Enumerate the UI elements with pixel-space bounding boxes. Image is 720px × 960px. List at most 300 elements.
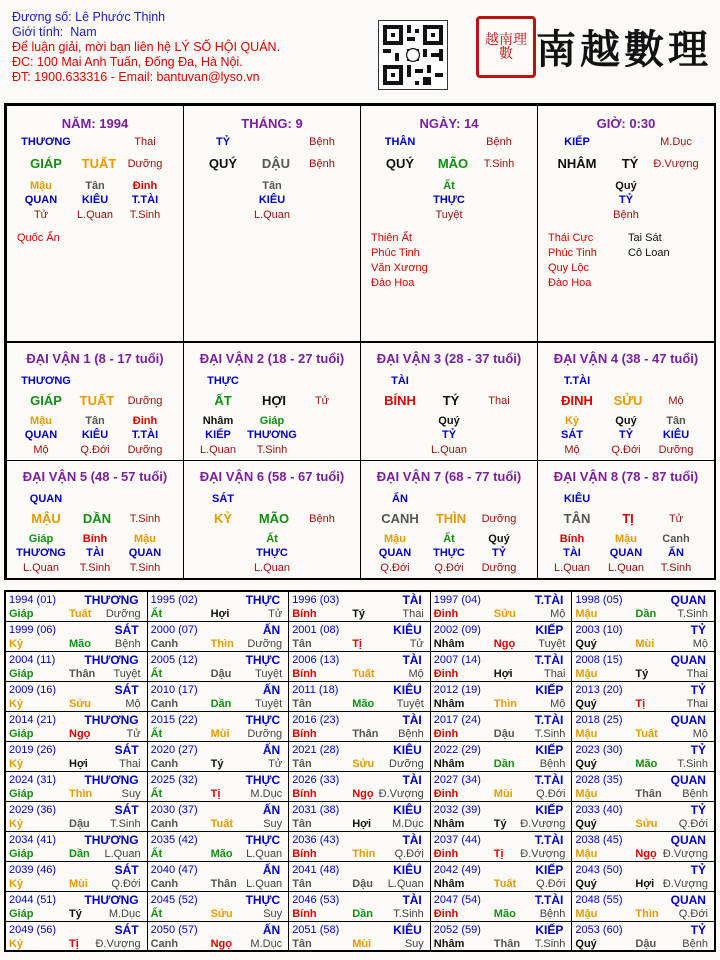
pillar-cell bbox=[183, 105, 361, 342]
year-branch: Thân bbox=[635, 788, 662, 800]
hidden-god-2: KIÊU bbox=[81, 429, 109, 441]
dai-van-cell bbox=[360, 460, 538, 579]
hidden-stem-3: Đinh bbox=[132, 180, 158, 192]
year-cell bbox=[431, 682, 573, 712]
year-ten-god: KIÊU bbox=[393, 803, 422, 817]
year-ten-god: THƯƠNG bbox=[84, 593, 139, 607]
year-cell bbox=[289, 622, 431, 652]
qr-code bbox=[378, 20, 448, 90]
year-stem: Canh bbox=[150, 638, 179, 650]
stage-label: M.Dục bbox=[660, 136, 692, 148]
year-label: 2005 (12) bbox=[150, 654, 198, 666]
year-stage: Tuyệt bbox=[538, 638, 566, 650]
year-stem: Canh bbox=[150, 818, 179, 830]
year-cell bbox=[572, 712, 714, 742]
year-branch: Tý bbox=[69, 908, 82, 920]
year-label: 2023 (30) bbox=[575, 744, 623, 756]
year-cell bbox=[572, 592, 714, 622]
year-stage: Suy bbox=[263, 908, 283, 920]
year-stem: Tân bbox=[292, 758, 312, 770]
year-cell bbox=[148, 622, 290, 652]
year-cell bbox=[431, 652, 573, 682]
year-stage: Đ.Vượng bbox=[95, 938, 141, 950]
year-ten-god: KIÊU bbox=[393, 623, 422, 637]
year-ten-god: SÁT bbox=[114, 743, 139, 757]
year-label: 2002 (09) bbox=[433, 624, 481, 636]
year-label: 2009 (16) bbox=[9, 684, 57, 696]
year-stage: T.Sinh bbox=[393, 908, 424, 920]
year-stage: Thai bbox=[119, 758, 141, 770]
year-stage: Q.Đới bbox=[536, 788, 566, 800]
hidden-stem-1: Kỷ bbox=[564, 415, 580, 427]
year-label: 2013 (20) bbox=[575, 684, 623, 696]
year-cell bbox=[6, 772, 148, 802]
hidden-stem-2: Tân bbox=[85, 415, 105, 427]
year-branch: Tị bbox=[210, 788, 221, 800]
year-cell bbox=[572, 772, 714, 802]
year-ten-god: T.TÀI bbox=[534, 833, 564, 847]
hidden-stage-3: T.Sinh bbox=[129, 562, 161, 574]
hidden-stem-2: Tân bbox=[262, 180, 282, 192]
year-stage: Bệnh bbox=[539, 908, 566, 920]
year-stem: Giáp bbox=[9, 788, 34, 800]
year-ten-god: TỶ bbox=[690, 923, 706, 937]
year-stage: Dưỡng bbox=[389, 758, 424, 770]
year-label: 2039 (46) bbox=[9, 864, 57, 876]
year-ten-god: TỶ bbox=[690, 683, 706, 697]
year-label: 2008 (15) bbox=[575, 654, 623, 666]
year-stage: T.Sinh bbox=[110, 818, 141, 830]
year-label: 1996 (03) bbox=[292, 594, 340, 606]
heavenly-stem: TÂN bbox=[563, 511, 591, 526]
year-cell bbox=[289, 922, 431, 952]
year-label: 2003 (10) bbox=[575, 624, 623, 636]
year-label: 1994 (01) bbox=[9, 594, 57, 606]
earthly-branch: TUẤT bbox=[81, 156, 117, 171]
year-cell bbox=[6, 862, 148, 892]
year-stem: Kỷ bbox=[9, 878, 24, 890]
year-label: 1999 (06) bbox=[9, 624, 57, 636]
phone-email-line: ĐT: 1900.633316 - Email: bantuvan@lyso.vn bbox=[12, 70, 260, 84]
year-ten-god: QUAN bbox=[670, 593, 706, 607]
header-info bbox=[12, 10, 280, 85]
year-stem: Ất bbox=[150, 908, 163, 920]
year-ten-god: THƯƠNG bbox=[84, 713, 139, 727]
heavenly-stem: CANH bbox=[381, 511, 419, 526]
year-ten-god: THƯƠNG bbox=[84, 833, 139, 847]
year-cell bbox=[431, 922, 573, 952]
year-branch: Dần bbox=[69, 848, 90, 860]
star-label: Đào Hoa bbox=[371, 277, 415, 289]
hidden-god-3: T.TÀI bbox=[131, 429, 159, 441]
year-stem: Mậu bbox=[575, 728, 598, 740]
year-cell bbox=[289, 712, 431, 742]
hidden-stage-3: Dưỡng bbox=[127, 444, 163, 456]
year-stage: L.Quan bbox=[246, 848, 283, 860]
year-cell bbox=[431, 832, 573, 862]
year-cell bbox=[431, 802, 573, 832]
year-branch: Tị bbox=[635, 698, 646, 710]
hidden-stem-1: Mậu bbox=[384, 533, 406, 545]
dai-van-cell bbox=[537, 342, 715, 461]
ten-god-label: TÀI bbox=[391, 375, 409, 387]
hidden-stage-3: T.Sinh bbox=[129, 209, 161, 221]
year-stem: Mậu bbox=[575, 848, 598, 860]
year-stem: Ất bbox=[150, 728, 163, 740]
year-cell bbox=[289, 592, 431, 622]
year-label: 2018 (25) bbox=[575, 714, 623, 726]
dai-van-cell bbox=[360, 342, 538, 461]
hidden-stage-1: L.Quan bbox=[553, 562, 591, 574]
year-stage: L.Quan bbox=[246, 878, 283, 890]
year-stem: Đinh bbox=[433, 908, 459, 920]
year-cell bbox=[572, 862, 714, 892]
year-stem: Kỷ bbox=[9, 698, 24, 710]
earthly-branch: THÌN bbox=[435, 511, 467, 526]
contact-line: Để luận giải, mời bạn liên hệ LÝ SỐ HỘI QUÁN. bbox=[12, 40, 281, 54]
year-stem: Canh bbox=[150, 758, 179, 770]
year-stage: Dưỡng bbox=[105, 608, 141, 620]
year-label: 2049 (56) bbox=[9, 924, 57, 936]
hidden-god-1: SÁT bbox=[561, 429, 583, 441]
star-label: Quy Lộc bbox=[548, 262, 589, 274]
hidden-stem-2: Giáp bbox=[259, 415, 285, 427]
year-label: 2035 (42) bbox=[150, 834, 198, 846]
year-stem: Ất bbox=[150, 788, 163, 800]
year-branch: Dậu bbox=[352, 878, 373, 890]
star-label: Thái Cực bbox=[548, 232, 594, 244]
year-branch: Thìn bbox=[210, 638, 234, 650]
dai-van-title: ĐẠI VẬN 4 (38 - 47 tuổi) bbox=[553, 351, 699, 366]
year-branch: Mão bbox=[493, 908, 516, 920]
year-stage: Đ.Vượng bbox=[520, 818, 566, 830]
year-ten-god: ẤN bbox=[262, 743, 281, 757]
year-stage: Q.Đới bbox=[678, 818, 708, 830]
hidden-god-2: THƯƠNG bbox=[247, 429, 297, 441]
year-cell bbox=[6, 922, 148, 952]
year-cell bbox=[289, 802, 431, 832]
year-stem: Kỷ bbox=[9, 938, 24, 950]
hidden-god-3: TỶ bbox=[491, 547, 507, 559]
year-label: 1998 (05) bbox=[575, 594, 623, 606]
hidden-stage-1: Mộ bbox=[33, 444, 49, 456]
year-ten-god: THỰC bbox=[245, 833, 281, 847]
year-stage: Tử bbox=[268, 758, 283, 770]
year-ten-god: QUAN bbox=[670, 773, 706, 787]
year-label: 2030 (37) bbox=[150, 804, 198, 816]
year-cell bbox=[431, 862, 573, 892]
year-branch: Thân bbox=[493, 938, 521, 950]
year-label: 2010 (17) bbox=[150, 684, 198, 696]
year-ten-god: T.TÀI bbox=[534, 713, 564, 727]
hidden-stem-3: Tân bbox=[666, 415, 686, 427]
year-ten-god: ẤN bbox=[262, 683, 281, 697]
pillar-title: GIỜ: 0:30 bbox=[596, 116, 656, 131]
year-cell bbox=[431, 592, 573, 622]
hidden-stage-3: T.Sinh bbox=[660, 562, 692, 574]
hidden-stem-2: Quý bbox=[615, 180, 637, 192]
hidden-stem-3: Canh bbox=[662, 533, 690, 545]
year-stage: T.Sinh bbox=[677, 608, 708, 620]
year-branch: Hợi bbox=[69, 758, 88, 770]
year-stem: Bính bbox=[292, 788, 317, 800]
year-branch: Hợi bbox=[635, 878, 655, 890]
branch-stage: Bệnh bbox=[309, 158, 335, 170]
year-cell bbox=[148, 892, 290, 922]
year-branch: Tị bbox=[493, 848, 504, 860]
year-stage: Đ.Vượng bbox=[662, 878, 708, 890]
year-ten-god: T.TÀI bbox=[534, 893, 564, 907]
year-label: 2017 (24) bbox=[433, 714, 481, 726]
year-label: 2031 (38) bbox=[292, 804, 340, 816]
year-stage: Tử bbox=[126, 728, 141, 740]
stage-label: Thai bbox=[134, 136, 156, 148]
hidden-god-1: KIẾP bbox=[205, 429, 231, 441]
year-label: 2036 (43) bbox=[292, 834, 340, 846]
year-branch: Mão bbox=[69, 638, 91, 650]
year-label: 2044 (51) bbox=[9, 894, 57, 906]
year-stage: Q.Đới bbox=[536, 878, 566, 890]
address-line: ĐC: 100 Mai Anh Tuấn, Đống Đa, Hà Nội. bbox=[12, 55, 243, 69]
branch-stage: T.Sinh bbox=[129, 513, 161, 525]
year-stem: Nhâm bbox=[433, 938, 465, 950]
year-stem: Nhâm bbox=[433, 758, 465, 770]
year-stage: M.Dục bbox=[392, 818, 424, 830]
earthly-branch: SỬU bbox=[613, 393, 643, 408]
year-label: 2042 (49) bbox=[433, 864, 481, 876]
year-cell bbox=[6, 592, 148, 622]
year-stem: Kỷ bbox=[9, 818, 24, 830]
year-stem: Tân bbox=[292, 638, 312, 650]
year-branch: Mão bbox=[352, 698, 375, 710]
year-cell bbox=[572, 742, 714, 772]
ten-god-label: THƯƠNG bbox=[21, 375, 71, 387]
year-stage: Mộ bbox=[550, 608, 566, 620]
year-label: 2034 (41) bbox=[9, 834, 57, 846]
year-cell bbox=[289, 742, 431, 772]
annual-luck-table bbox=[4, 590, 716, 952]
hidden-stage-2: L.Quan bbox=[607, 562, 645, 574]
hidden-god-3: T.TÀI bbox=[131, 194, 159, 206]
year-stage: Thai bbox=[686, 698, 708, 710]
hidden-stage-2: L.Quan bbox=[76, 209, 114, 221]
year-label: 2037 (44) bbox=[433, 834, 481, 846]
year-label: 2032 (39) bbox=[433, 804, 481, 816]
year-ten-god: TỶ bbox=[690, 803, 706, 817]
year-stem: Ất bbox=[150, 848, 163, 860]
hidden-stage-1: L.Quan bbox=[199, 444, 237, 456]
year-stage: Tuyệt bbox=[255, 668, 283, 680]
year-branch: Dần bbox=[493, 758, 515, 770]
year-ten-god: KIÊU bbox=[393, 683, 422, 697]
year-ten-god: SÁT bbox=[114, 803, 139, 817]
year-ten-god: SÁT bbox=[114, 623, 139, 637]
year-ten-god: QUAN bbox=[670, 893, 706, 907]
year-branch: Tý bbox=[352, 608, 366, 620]
hidden-stem-1: Mậu bbox=[30, 180, 52, 192]
year-branch: Hợi bbox=[352, 818, 372, 830]
year-ten-god: TÀI bbox=[402, 653, 422, 667]
hidden-stem-2: Ất bbox=[443, 180, 455, 192]
dai-van-cell bbox=[183, 460, 361, 579]
branch-stage: T.Sinh bbox=[483, 158, 515, 170]
year-stem: Mậu bbox=[575, 608, 598, 620]
star-label: Tai Sát bbox=[628, 232, 662, 244]
hidden-god-1: TÀI bbox=[563, 547, 581, 559]
year-stem: Ất bbox=[150, 608, 163, 620]
branch-stage: Đ.Vượng bbox=[653, 158, 699, 170]
year-cell bbox=[6, 742, 148, 772]
year-branch: Mùi bbox=[210, 728, 230, 740]
year-stage: Bệnh bbox=[682, 938, 708, 950]
year-branch: Dậu bbox=[210, 668, 232, 680]
star-label: Phúc Tinh bbox=[548, 247, 597, 259]
ten-god-label: THÂN bbox=[384, 136, 416, 148]
year-branch: Thìn bbox=[635, 908, 659, 920]
year-stem: Đinh bbox=[433, 848, 459, 860]
year-stem: Đinh bbox=[433, 728, 459, 740]
year-branch: Tuất bbox=[352, 668, 375, 680]
year-stem: Quý bbox=[575, 698, 597, 710]
hidden-stage-2: Tuyệt bbox=[435, 209, 463, 221]
hidden-stem-1: Giáp bbox=[28, 533, 54, 545]
year-ten-god: ẤN bbox=[262, 623, 281, 637]
year-ten-god: QUAN bbox=[670, 713, 706, 727]
year-stem: Giáp bbox=[9, 728, 34, 740]
year-branch: Dậu bbox=[635, 938, 657, 950]
earthly-branch: HỢI bbox=[261, 393, 287, 408]
year-branch: Hợi bbox=[210, 608, 230, 620]
year-stage: Tuyệt bbox=[396, 698, 424, 710]
year-ten-god: THƯƠNG bbox=[84, 653, 139, 667]
year-stem: Giáp bbox=[9, 848, 34, 860]
hidden-stem-2: Tân bbox=[85, 180, 105, 192]
year-label: 2047 (54) bbox=[433, 894, 481, 906]
year-branch: Tuất bbox=[493, 878, 517, 890]
year-branch: Thìn bbox=[493, 698, 518, 710]
year-label: 2020 (27) bbox=[150, 744, 198, 756]
year-ten-god: KIẾP bbox=[535, 863, 564, 877]
hidden-god-2: TỶ bbox=[441, 429, 457, 441]
year-stem: Tân bbox=[292, 818, 312, 830]
hidden-stem-2: Ất bbox=[266, 533, 278, 545]
year-stem: Tân bbox=[292, 698, 312, 710]
year-label: 2007 (14) bbox=[433, 654, 481, 666]
year-ten-god: SÁT bbox=[114, 923, 139, 937]
pillar-cell bbox=[537, 105, 715, 342]
year-cell bbox=[431, 712, 573, 742]
year-label: 2011 (18) bbox=[292, 684, 339, 696]
year-cell bbox=[431, 772, 573, 802]
year-branch: Mùi bbox=[352, 938, 372, 950]
year-stem: Bính bbox=[292, 608, 317, 620]
star-label: Cô Loan bbox=[628, 247, 670, 259]
year-stem: Quý bbox=[575, 638, 597, 650]
year-cell bbox=[572, 622, 714, 652]
hidden-stage-2: Q.Đới bbox=[611, 444, 641, 456]
year-cell bbox=[572, 832, 714, 862]
owner-label: Đương số: bbox=[12, 10, 72, 24]
year-branch: Dần bbox=[210, 698, 232, 710]
year-cell bbox=[148, 862, 290, 892]
year-cell bbox=[148, 772, 290, 802]
year-ten-god: T.TÀI bbox=[534, 653, 564, 667]
dai-van-cell bbox=[6, 460, 184, 579]
star-label: Văn Xương bbox=[371, 262, 428, 274]
hidden-stage-1: Tử bbox=[33, 209, 49, 221]
year-label: 2014 (21) bbox=[9, 714, 57, 726]
year-stage: Đ.Vượng bbox=[662, 848, 708, 860]
year-stem: Ất bbox=[150, 668, 163, 680]
year-cell bbox=[6, 832, 148, 862]
year-ten-god: KIẾP bbox=[535, 803, 564, 817]
year-stage: L.Quan bbox=[387, 878, 424, 890]
stage-label: Bệnh bbox=[486, 136, 512, 148]
year-stem: Nhâm bbox=[433, 698, 465, 710]
year-stage: Mộ bbox=[408, 668, 424, 680]
hidden-stage-1: Q.Đới bbox=[380, 562, 410, 574]
pillar-title: NGÀY: 14 bbox=[419, 116, 479, 131]
year-branch: Tuất bbox=[210, 818, 233, 830]
year-label: 2025 (32) bbox=[150, 774, 198, 786]
year-stem: Giáp bbox=[9, 608, 34, 620]
dai-van-title: ĐẠI VẬN 1 (8 - 17 tuổi) bbox=[26, 351, 164, 366]
ten-god-label: TỶ bbox=[215, 136, 231, 148]
year-stage: Mộ bbox=[692, 728, 708, 740]
year-stage: Q.Đới bbox=[678, 908, 708, 920]
year-cell bbox=[6, 892, 148, 922]
year-ten-god: THƯƠNG bbox=[84, 893, 139, 907]
year-stem: Nhâm bbox=[433, 818, 465, 830]
hidden-stage-3: Dưỡng bbox=[658, 444, 694, 456]
year-stem: Mậu bbox=[575, 668, 598, 680]
year-ten-god: SÁT bbox=[114, 683, 139, 697]
year-label: 2015 (22) bbox=[150, 714, 198, 726]
year-ten-god: THỰC bbox=[245, 773, 281, 787]
year-branch: Ngọ bbox=[210, 938, 232, 950]
year-label: 2041 (48) bbox=[292, 864, 340, 876]
year-ten-god: QUAN bbox=[670, 653, 706, 667]
year-label: 2021 (28) bbox=[292, 744, 340, 756]
year-stem: Giáp bbox=[9, 908, 34, 920]
hidden-stem-3: Mậu bbox=[134, 533, 156, 545]
year-ten-god: SÁT bbox=[114, 863, 139, 877]
hidden-god-3: ẤN bbox=[668, 547, 684, 559]
year-stage: Mộ bbox=[125, 698, 141, 710]
year-stem: Nhâm bbox=[433, 878, 465, 890]
year-label: 2046 (53) bbox=[292, 894, 340, 906]
pillar-title: NĂM: 1994 bbox=[61, 116, 129, 131]
year-branch: Tý bbox=[210, 758, 224, 770]
year-label: 2019 (26) bbox=[9, 744, 57, 756]
year-label: 2006 (13) bbox=[292, 654, 340, 666]
year-label: 2022 (29) bbox=[433, 744, 481, 756]
year-branch: Mão bbox=[635, 758, 658, 770]
year-branch: Dần bbox=[352, 908, 373, 920]
year-ten-god: THỰC bbox=[245, 593, 281, 607]
year-stem: Mậu bbox=[575, 788, 598, 800]
year-ten-god: TÀI bbox=[402, 593, 422, 607]
year-cell bbox=[289, 892, 431, 922]
year-label: 1997 (04) bbox=[433, 594, 481, 606]
branch-stage: Tử bbox=[668, 513, 684, 525]
year-stem: Đinh bbox=[433, 668, 459, 680]
year-cell bbox=[572, 652, 714, 682]
hidden-stage-2: Q.Đới bbox=[434, 562, 464, 574]
hidden-stem-2: Quý bbox=[438, 415, 460, 427]
year-branch: Mùi bbox=[493, 788, 513, 800]
year-branch: Mùi bbox=[635, 638, 655, 650]
